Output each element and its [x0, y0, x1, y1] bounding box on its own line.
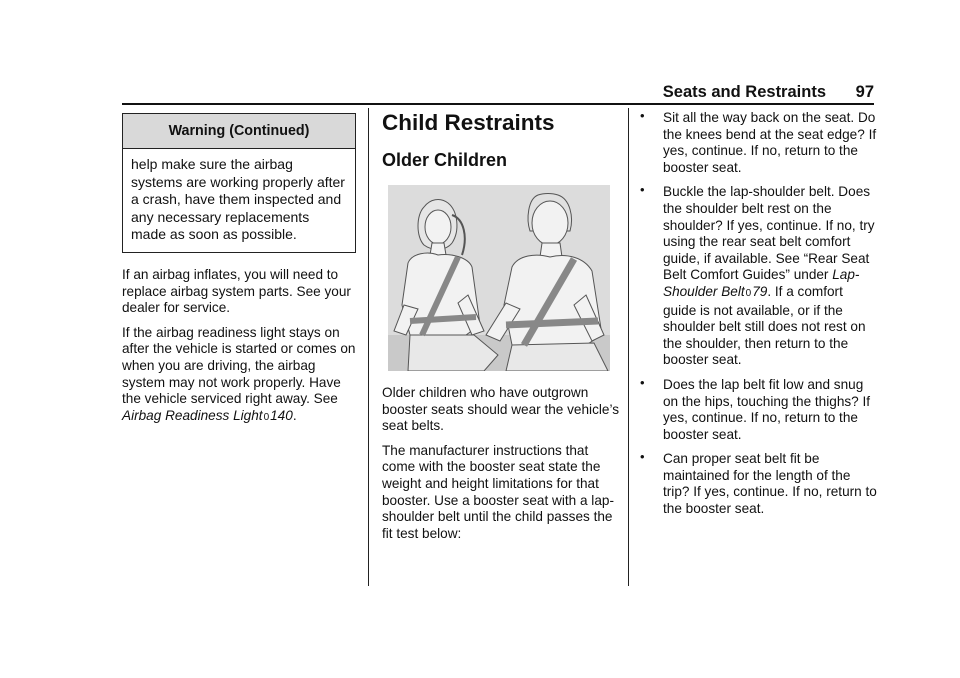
older-children-seatbelt-illustration: [388, 185, 610, 371]
section-heading: Child Restraints: [382, 110, 555, 135]
column-left: [122, 113, 358, 434]
paragraph: Older children who have outgrown booster seats should wear the vehicle’s seat belts.: [382, 385, 620, 434]
warning-box: [122, 113, 356, 253]
warning-title: Warning (Continued): [123, 114, 355, 149]
paragraph: If the airbag readiness light stays on after the vehicle is started or comes on when you are driving, the airbag system may not work properly. Have the vehicle serviced right away. See Airbag Readiness Light0140.: [122, 324, 356, 423]
bullet-icon: •: [640, 449, 645, 465]
bullet-icon: •: [640, 374, 645, 390]
column-divider: [628, 108, 629, 586]
xref-link[interactable]: Airbag Readiness Light0140: [122, 407, 293, 423]
column-middle: [382, 110, 620, 550]
paragraph: The manufacturer instructions that come with the booster seat state the weight and height limitations for that booster. Use a booster seat with a lap-shoulder belt until the child passes the fit test below:: [382, 442, 614, 541]
list-item: • Sit all the way back on the seat. Do the knees bend at the seat edge? If yes, continue. If no, return to the booster seat.: [640, 108, 877, 175]
column-right: [638, 110, 878, 526]
header-rule: [122, 103, 874, 105]
page-ref-arrow-icon: 0: [263, 411, 270, 423]
page-number: 97: [855, 83, 874, 101]
page-ref-arrow-icon: 0: [745, 287, 752, 299]
list-item: • Can proper seat belt fit be maintained for the length of the trip? If yes, continue. If no, return to the booster seat.: [640, 449, 877, 517]
page-header: [122, 83, 874, 105]
subsection-heading: Older Children: [382, 150, 508, 170]
bullet-icon: •: [640, 182, 645, 198]
xref-link[interactable]: Lap-Shoulder Belt079: [663, 267, 860, 299]
column-divider: [368, 108, 369, 586]
list-item: • Does the lap belt fit low and snug on the hips, touching the thighs? If yes, continue. If no, return to the booster seat.: [640, 374, 871, 442]
section-title: Seats and Restraints: [662, 83, 826, 101]
warning-text: help make sure the airbag systems are working properly after a crash, have them inspected and any necessary replacements made as soon as possible.: [131, 156, 345, 243]
fit-test-list: [638, 110, 878, 518]
bullet-icon: •: [640, 108, 645, 123]
paragraph: If an airbag inflates, you will need to replace airbag system parts. See your dealer for service.: [122, 266, 351, 316]
list-item: • Buckle the lap-shoulder belt. Does the shoulder belt rest on the shoulder? If yes, continue. If no, try using the rear seat belt comfort guide, if available. See “Rear Seat Belt Comfort Guides” under Lap-Shoulder Belt079. If a comfort guide is not available, or if the shoulder belt still does not rest on the shoulder, then return to the booster seat.: [640, 182, 875, 368]
